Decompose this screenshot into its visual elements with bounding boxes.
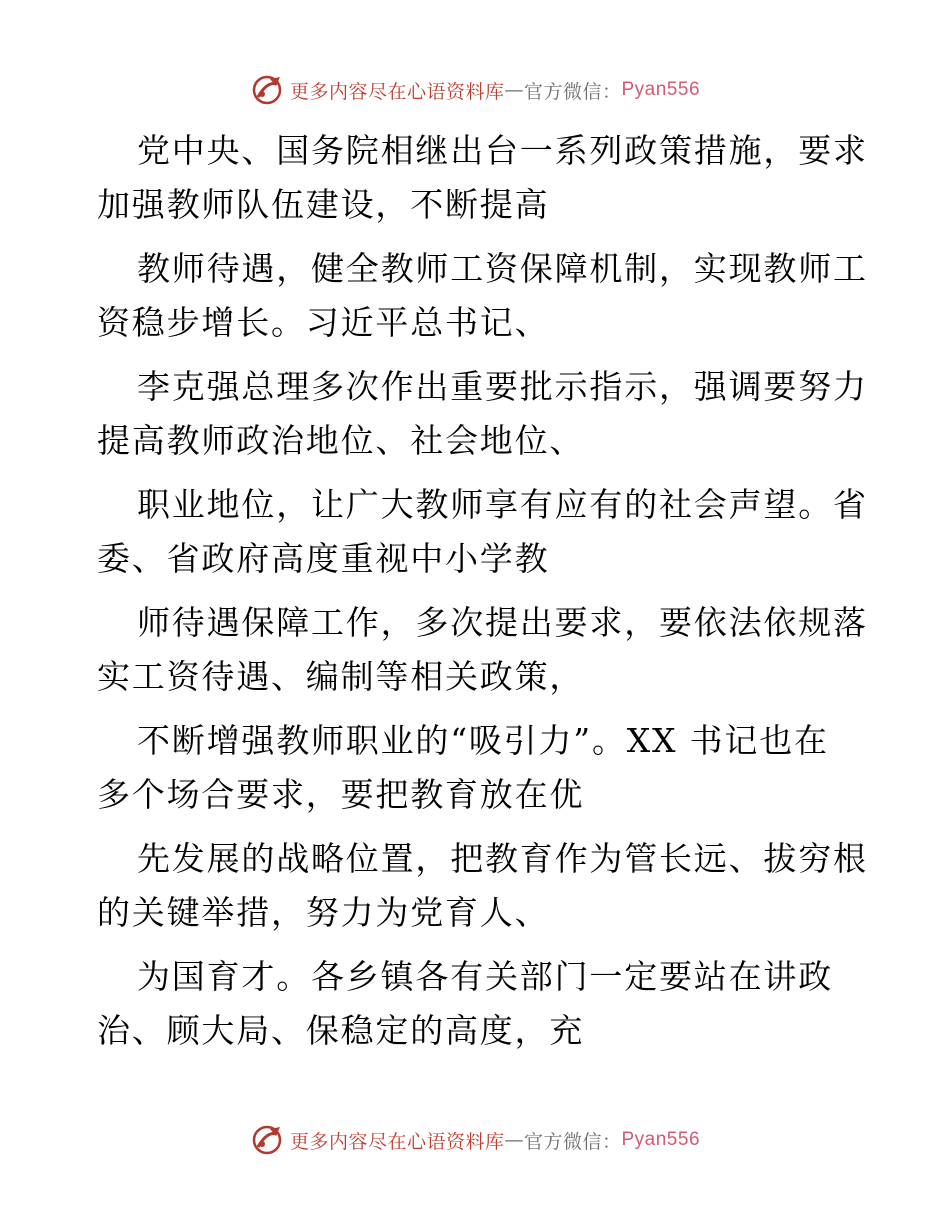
banner-wechat-account: Pyan556 [621, 1129, 701, 1150]
footer-watermark-banner [0, 1120, 950, 1160]
paragraph-line: 治、顾大局、保稳定的高度，充 [97, 1011, 585, 1050]
paragraph-line: 加强教师队伍建设，不断提高 [97, 185, 550, 224]
paragraph-line: 师待遇保障工作，多次提出要求，要依法依规落 [137, 603, 868, 642]
banner-wechat-label: 官方微信： [523, 1130, 622, 1153]
paragraph-line: 党中央、国务院相继出台一系列政策措施，要求 [137, 131, 868, 170]
banner-wechat-label: 官方微信： [523, 80, 622, 103]
paragraph-line: 不断增强教师职业的“吸引力”。XX 书记也在 [137, 721, 829, 760]
paragraph-line: 为国育才。各乡镇各有关部门一定要站在讲政 [137, 957, 833, 996]
banner-text [290, 77, 700, 104]
brand-logo-icon [250, 73, 284, 107]
paragraph-line: 资稳步增长。习近平总书记、 [97, 303, 550, 342]
banner-dash: — [504, 79, 524, 101]
banner-dash: — [504, 1129, 524, 1151]
paragraph-line: 提高教师政治地位、社会地位、 [97, 421, 585, 460]
document-body [97, 124, 868, 1068]
banner-site-name: 更多内容尽在心语资料库 [289, 1130, 505, 1153]
banner-text [290, 1127, 700, 1154]
banner-wechat-account: Pyan556 [621, 79, 701, 100]
paragraph [97, 242, 868, 350]
paragraph [97, 832, 868, 940]
paragraph-line: 先发展的战略位置，把教育作为管长远、拔穷根 [137, 839, 868, 878]
paragraph [97, 124, 868, 232]
paragraph-line: 职业地位，让广大教师享有应有的社会声望。省 [137, 485, 868, 524]
paragraph-line: 委、省政府高度重视中小学教 [97, 539, 550, 578]
paragraph [97, 596, 868, 704]
banner-site-name: 更多内容尽在心语资料库 [289, 80, 505, 103]
paragraph [97, 360, 868, 468]
header-watermark-banner [0, 70, 950, 110]
paragraph-line: 实工资待遇、编制等相关政策， [97, 657, 585, 696]
paragraph-line: 多个场合要求，要把教育放在优 [97, 775, 585, 814]
paragraph-line: 李克强总理多次作出重要批示指示，强调要努力 [137, 367, 868, 406]
paragraph [97, 950, 857, 1058]
paragraph-line: 教师待遇，健全教师工资保障机制，实现教师工 [137, 249, 868, 288]
paragraph-line: 的关键举措，努力为党育人、 [97, 893, 550, 932]
brand-logo-icon [250, 1123, 284, 1157]
paragraph [97, 478, 868, 586]
paragraph [97, 714, 857, 822]
